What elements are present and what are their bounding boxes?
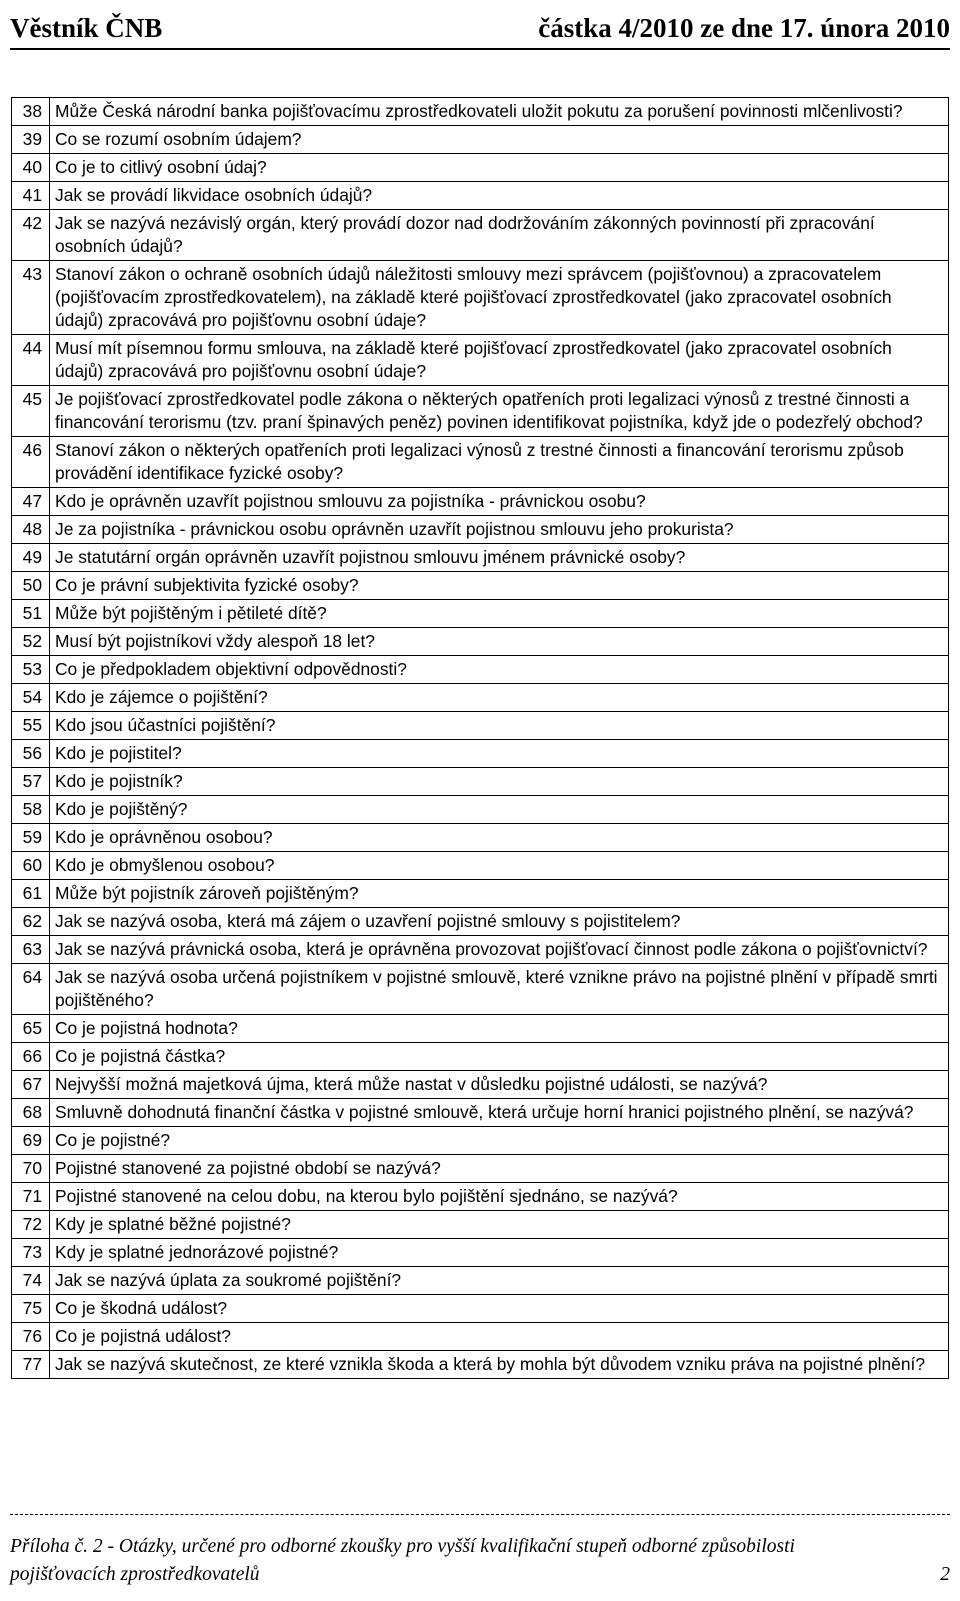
question-text: Pojistné stanovené za pojistné období se nazývá? [50, 1155, 949, 1183]
question-number: 55 [12, 712, 50, 740]
question-text: Co je pojistná hodnota? [50, 1015, 949, 1043]
question-number: 49 [12, 544, 50, 572]
question-text: Může Česká národní banka pojišťovacímu zprostředkovateli uložit pokutu za porušení povinnosti mlčenlivosti? [50, 98, 949, 126]
question-text: Kdo je zájemce o pojištění? [50, 684, 949, 712]
question-number: 62 [12, 908, 50, 936]
question-number: 52 [12, 628, 50, 656]
table-row [12, 516, 949, 544]
question-number: 50 [12, 572, 50, 600]
question-text: Jak se nazývá nezávislý orgán, který provádí dozor nad dodržováním zákonných povinností při zpracování osobních údajů? [50, 210, 949, 261]
question-number: 39 [12, 126, 50, 154]
table-row [12, 386, 949, 437]
question-number: 46 [12, 437, 50, 488]
table-row [12, 796, 949, 824]
question-number: 40 [12, 154, 50, 182]
table-row [12, 210, 949, 261]
question-number: 66 [12, 1043, 50, 1071]
table-row [12, 182, 949, 210]
question-text: Musí mít písemnou formu smlouva, na základě které pojišťovací zprostředkovatel (jako zpracovatel osobních údajů) zpracovává pro pojišťovnu osobní údaje? [50, 335, 949, 386]
question-number: 76 [12, 1323, 50, 1351]
table-row [12, 572, 949, 600]
question-number: 48 [12, 516, 50, 544]
question-number: 53 [12, 656, 50, 684]
question-number: 61 [12, 880, 50, 908]
question-text: Kdo je obmyšlenou osobou? [50, 852, 949, 880]
table-row [12, 437, 949, 488]
question-text: Je statutární orgán oprávněn uzavřít pojistnou smlouvu jménem právnické osoby? [50, 544, 949, 572]
issue-date: částka 4/2010 ze dne 17. února 2010 [538, 13, 950, 43]
table-row [12, 936, 949, 964]
question-text: Pojistné stanovené na celou dobu, na kterou bylo pojištění sjednáno, se nazývá? [50, 1183, 949, 1211]
question-number: 67 [12, 1071, 50, 1099]
table-row [12, 824, 949, 852]
table-row [12, 908, 949, 936]
question-text: Kdo je pojistník? [50, 768, 949, 796]
question-text: Kdo je pojistitel? [50, 740, 949, 768]
question-text: Může být pojistník zároveň pojištěným? [50, 880, 949, 908]
question-text: Kdy je splatné jednorázové pojistné? [50, 1239, 949, 1267]
question-number: 65 [12, 1015, 50, 1043]
question-text: Stanoví zákon o některých opatřeních proti legalizaci výnosů z trestné činnosti a financování terorismu způsob provádění identifikace fyzické osoby? [50, 437, 949, 488]
question-number: 70 [12, 1155, 50, 1183]
question-number: 51 [12, 600, 50, 628]
question-text: Jak se nazývá úplata za soukromé pojištění? [50, 1267, 949, 1295]
question-text: Co je předpokladem objektivní odpovědnosti? [50, 656, 949, 684]
table-row [12, 628, 949, 656]
table-row [12, 488, 949, 516]
question-text: Jak se provádí likvidace osobních údajů? [50, 182, 949, 210]
question-number: 45 [12, 386, 50, 437]
question-text: Smluvně dohodnutá finanční částka v pojistné smlouvě, která určuje horní hranici pojistného plnění, se nazývá? [50, 1099, 949, 1127]
question-number: 57 [12, 768, 50, 796]
table-row [12, 600, 949, 628]
question-text: Co je škodná událost? [50, 1295, 949, 1323]
question-number: 73 [12, 1239, 50, 1267]
page-number: 2 [940, 1564, 950, 1585]
table-row [12, 880, 949, 908]
question-text: Jak se nazývá osoba určená pojistníkem v pojistné smlouvě, které vznikne právo na pojistné plnění v případě smrti pojištěného? [50, 964, 949, 1015]
questions-table-body [12, 98, 949, 1379]
table-row [12, 1323, 949, 1351]
page-footer [10, 1533, 950, 1589]
question-text: Co je pojistná částka? [50, 1043, 949, 1071]
question-text: Stanoví zákon o ochraně osobních údajů náležitosti smlouvy mezi správcem (pojišťovnou) a zpracovatelem (pojišťovacím zprostředkovatelem), na základě které pojišťovací zprostředkovatel (jako zpracovatel osobních údajů) zpracovává pro pojišťovnu osobní údaje? [50, 261, 949, 335]
table-row [12, 712, 949, 740]
question-text: Kdo jsou účastníci pojištění? [50, 712, 949, 740]
question-text: Je pojišťovací zprostředkovatel podle zákona o některých opatřeních proti legalizaci výnosů z trestné činnosti a financování terorismu (tzv. praní špinavých peněz) povinen identifikovat pojistníka, když jde o podezřelý obchod? [50, 386, 949, 437]
table-row [12, 964, 949, 1015]
question-number: 71 [12, 1183, 50, 1211]
table-row [12, 1295, 949, 1323]
table-row [12, 852, 949, 880]
question-text: Jak se nazývá skutečnost, ze které vznikla škoda a která by mohla být důvodem vzniku práva na pojistné plnění? [50, 1351, 949, 1379]
question-text: Kdo je oprávněnou osobou? [50, 824, 949, 852]
question-number: 74 [12, 1267, 50, 1295]
table-row [12, 1015, 949, 1043]
table-row [12, 1183, 949, 1211]
question-text: Co je pojistná událost? [50, 1323, 949, 1351]
question-text: Jak se nazývá osoba, která má zájem o uzavření pojistné smlouvy s pojistitelem? [50, 908, 949, 936]
question-number: 41 [12, 182, 50, 210]
question-number: 56 [12, 740, 50, 768]
question-text: Kdo je oprávněn uzavřít pojistnou smlouvu za pojistníka - právnickou osobu? [50, 488, 949, 516]
question-number: 59 [12, 824, 50, 852]
question-number: 72 [12, 1211, 50, 1239]
table-row [12, 261, 949, 335]
question-text: Co se rozumí osobním údajem? [50, 126, 949, 154]
question-number: 63 [12, 936, 50, 964]
question-text: Nejvyšší možná majetková újma, která může nastat v důsledku pojistné události, se nazývá? [50, 1071, 949, 1099]
question-text: Kdy je splatné běžné pojistné? [50, 1211, 949, 1239]
footer-divider [10, 1514, 950, 1525]
table-row [12, 1267, 949, 1295]
question-text: Může být pojištěným i pětileté dítě? [50, 600, 949, 628]
question-number: 77 [12, 1351, 50, 1379]
question-number: 47 [12, 488, 50, 516]
question-text: Kdo je pojištěný? [50, 796, 949, 824]
table-row [12, 544, 949, 572]
footer-annex-title: Příloha č. 2 - Otázky, určené pro odborné zkoušky pro vyšší kvalifikační stupeň odborné způsobilosti [10, 1536, 795, 1557]
question-text: Co je to citlivý osobní údaj? [50, 154, 949, 182]
question-number: 64 [12, 964, 50, 1015]
question-text: Je za pojistníka - právnickou osobu oprávněn uzavřít pojistnou smlouvu jeho prokurista? [50, 516, 949, 544]
question-number: 69 [12, 1127, 50, 1155]
table-row [12, 656, 949, 684]
question-number: 58 [12, 796, 50, 824]
question-number: 43 [12, 261, 50, 335]
question-number: 75 [12, 1295, 50, 1323]
question-number: 54 [12, 684, 50, 712]
question-text: Jak se nazývá právnická osoba, která je oprávněna provozovat pojišťovací činnost podle zákona o pojišťovnictví? [50, 936, 949, 964]
table-row [12, 740, 949, 768]
question-number: 68 [12, 1099, 50, 1127]
table-row [12, 1155, 949, 1183]
table-row [12, 768, 949, 796]
page-header [10, 4, 950, 44]
question-number: 44 [12, 335, 50, 386]
question-text: Musí být pojistníkovi vždy alespoň 18 let? [50, 628, 949, 656]
table-row [12, 1211, 949, 1239]
table-row [12, 1351, 949, 1379]
table-row [12, 154, 949, 182]
table-row [12, 1239, 949, 1267]
table-row [12, 1127, 949, 1155]
table-row [12, 126, 949, 154]
table-row [12, 1071, 949, 1099]
table-row [12, 1099, 949, 1127]
question-number: 38 [12, 98, 50, 126]
table-row [12, 98, 949, 126]
table-row [12, 684, 949, 712]
table-row [12, 335, 949, 386]
question-text: Co je právní subjektivita fyzické osoby? [50, 572, 949, 600]
question-text: Co je pojistné? [50, 1127, 949, 1155]
questions-table [11, 97, 949, 1379]
header-divider [10, 48, 950, 50]
table-row [12, 1043, 949, 1071]
footer-annex-title-cont: pojišťovacích zprostředkovatelů [10, 1564, 260, 1585]
footer-line-2 [10, 1561, 950, 1589]
question-number: 42 [12, 210, 50, 261]
journal-title: Věstník ČNB [10, 13, 163, 43]
question-number: 60 [12, 852, 50, 880]
